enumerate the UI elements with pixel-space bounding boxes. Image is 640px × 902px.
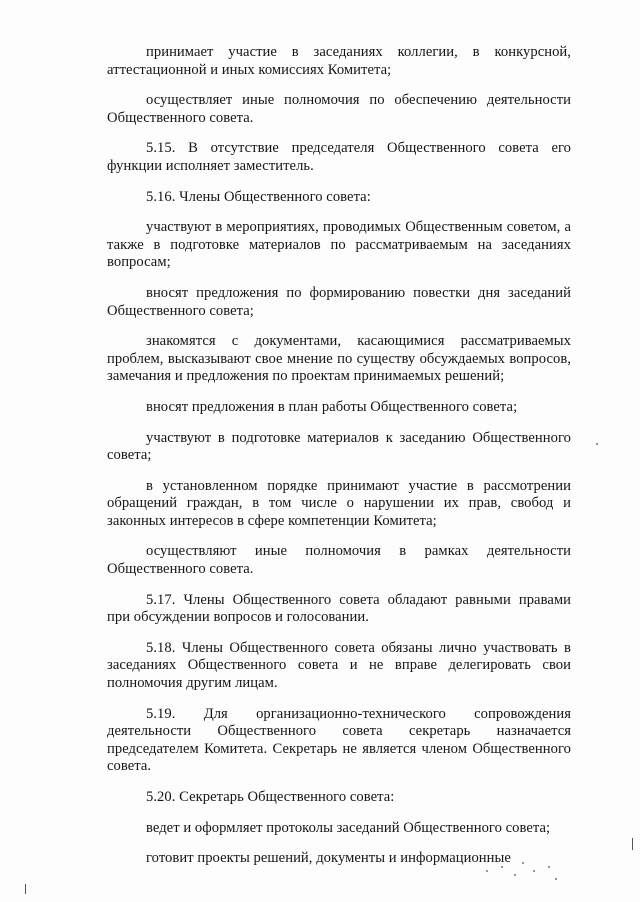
paragraph-15: 5.20. Секретарь Общественного совета: (146, 789, 395, 805)
scan-speck (514, 874, 516, 876)
paragraph-14: 5.19. Для организационно-технического сопровождения деятельности Общественного совета секретарь назначается председателем Комитета. Секретарь не является членом Общественного совета. (107, 705, 571, 775)
scan-speck (533, 870, 535, 872)
paragraph-16: ведет и оформляет протоколы заседаний Общественного совета; (146, 819, 551, 836)
paragraph-13: 5.18. Члены Общественного совета обязаны лично участвовать в заседаниях Общественного совета и не вправе делегировать свои полномочия другим лицам. (107, 639, 571, 692)
paragraph-17: готовит проекты решений, документы и информационные (146, 850, 511, 867)
paragraph-11: осуществляют иные полномочия в рамках деятельности Общественного совета. (107, 543, 571, 578)
scan-speck (555, 878, 557, 880)
paragraph-5: участвуют в мероприятиях, проводимых Общественным советом, а также в подготовке материалов по рассматриваемым на заседаниях вопросам; (107, 219, 571, 271)
paragraph-12: 5.17. Члены Общественного совета обладают равными правами при обсуждении вопросов и голосовании. (107, 591, 571, 626)
paragraph-7: знакомятся с документами, касающимися рассматриваемых проблем, высказывают свое мнение по существу обсуждаемых вопросов, замечания и предложения по проектам принимаемых решений; (107, 333, 571, 385)
document-body (107, 44, 571, 881)
scan-speck (522, 862, 524, 864)
paragraph-4: 5.16. Члены Общественного совета: (146, 188, 371, 205)
paragraph-3: 5.15. В отсутствие председателя Общественного совета его функции исполняет заместитель. (107, 140, 571, 174)
paragraph-1: принимает участие в заседаниях коллегии, в конкурсной, аттестационной и иных комиссиях Комитета; (107, 44, 571, 78)
scan-edge-mark (632, 838, 633, 850)
scan-speck (486, 870, 488, 872)
paragraph-2: осуществляет иные полномочия по обеспечению деятельности Общественного совета. (107, 92, 571, 126)
paragraph-10: в установленном порядке принимают участие в рассмотрении обращений граждан, в том числе о нарушении их прав, свобод и законных интересов в сфере компетенции Комитета; (107, 477, 571, 529)
paragraph-6: вносят предложения по формированию повестки дня заседаний Общественного совета; (107, 284, 571, 319)
scan-speck (501, 866, 503, 868)
paragraph-9: участвуют в подготовке материалов к заседанию Общественного совета; (107, 429, 571, 464)
scan-speck (596, 443, 598, 445)
scan-corner-mark (25, 884, 26, 894)
paragraph-8: вносят предложения в план работы Общественного совета; (146, 398, 518, 415)
scan-speck (548, 866, 550, 868)
